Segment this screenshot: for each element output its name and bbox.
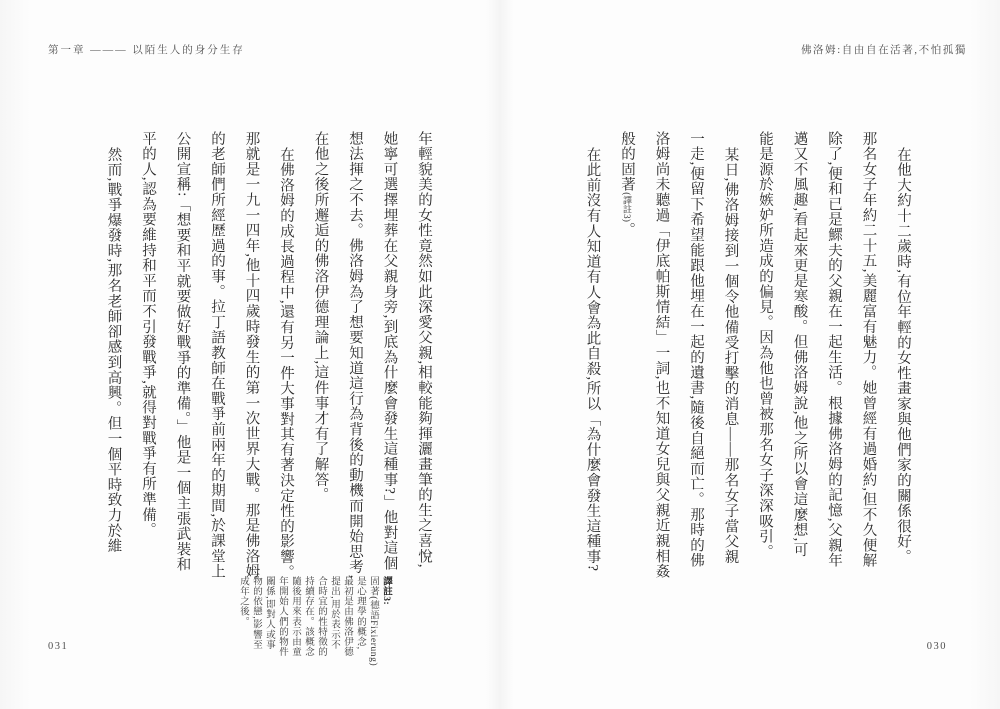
text-segment: 。 [619,222,635,238]
text-column: 某日,佛洛姆接到一個令他備受打擊的消息——那名女子當父親 [722,146,739,565]
text-column-with-note [610,131,645,595]
text-column: 邁又不風趣,看起來更是寒酸。但佛洛姆說,他之所以會這麼想,可 [791,131,808,558]
footnote-line: 年開始人們的物件 [277,576,287,657]
footnote-line: 固著(德語Fixierung) [368,576,378,667]
running-head-chapter: 第一章 ——— 以陌生人的身分生存 [48,45,245,56]
footnote-line: 合時宜的性特徵的 [316,576,326,657]
footnote-line: 成年之後。 [238,576,248,627]
text-column: 那名女子年約二十五,美麗富有魅力。她曾經有過婚約,但不久便解 [860,131,877,569]
page-number-left: 031 [48,641,69,652]
text-column: 然而,戰爭爆發時,那名老師卻感到高興。但一個平時致力於維 [105,146,122,554]
footnote-line: 是心理學的概念, [355,576,365,650]
running-head-book-title: 佛洛姆:自由自在活著,不怕孤獨 [800,45,967,56]
text-column: 洛姆尚未聽過「伊底帕斯情結」一詞,也不知道女兒與父親近親相姦 [653,131,670,580]
page-right-text-block [575,131,920,595]
footnote-line: 持續存在。該概念 [303,576,313,657]
text-column: 公開宣稱:「想要和平就要做好戰爭的準備。」他是一個主張武裝和 [174,131,191,573]
page-number-right: 030 [926,641,947,652]
footnote-line: 最初是由佛洛伊德 [342,576,352,657]
footnote-line: 提出,用於表示不 [329,576,339,650]
text-column: 在此前沒有人知道有人會為此自殺,所以「為什麼會發生這種事? [584,146,601,572]
translator-note-marker: (譯註3) [622,192,632,223]
text-column: 在佛洛姆的成長過程中,還有另一件大事對其有著決定性的影響。 [278,146,294,580]
text-column: 在他之後所邂逅的佛洛伊德理論上,這件事才有了解答。 [312,131,329,503]
text-column: 她寧可選擇埋葬在父親身旁,到底為什麼會發生這種事?」他對這個 [381,131,398,572]
footnote-line: 關係,即對人或事 [264,576,274,650]
text-column: 想法揮之不去。佛洛姆為了想要知道這行為背後的動機而開始思考, [347,131,363,580]
text-column: 在他大約十二歲時,有位年輕的女性畫家與他們家的關係很好。 [895,146,911,565]
translator-footnote [236,576,392,698]
footnote-line: 隨後用來表示由童 [290,576,300,657]
text-column: 能是源於嫉妒所造成的偏見。因為他也曾被那名女子深深吸引。 [757,131,773,560]
footnote-label: 譯註3: [381,576,391,606]
text-column: 那就是一九一四年,他十四歲時發生的第一次世界大戰。那是佛洛姆 [243,131,260,580]
text-column: 的老師們所經歷過的事。拉丁語教師在戰爭前兩年的期間,於課堂上 [209,131,225,580]
text-column: 除了,便和已是鰥夫的父親在一起生活。根據佛洛姆的記憶,父親年 [826,131,842,569]
text-column: 平的人,認為要維持和平而不引發戰爭,就得對戰爭有所準備。 [140,131,156,538]
text-column: 年輕貌美的女性竟然如此深愛父親,相較能夠揮灑畫筆的生之喜悅, [416,131,432,569]
page-left-text-block [96,131,441,595]
text-column: 一走,便留下希望能跟他埋在一起的遺書,隨後自絕而亡。那時的佛 [688,131,704,569]
footnote-line: 物的依戀,影響至 [251,576,261,650]
text-segment: 般的固著 [619,131,635,193]
